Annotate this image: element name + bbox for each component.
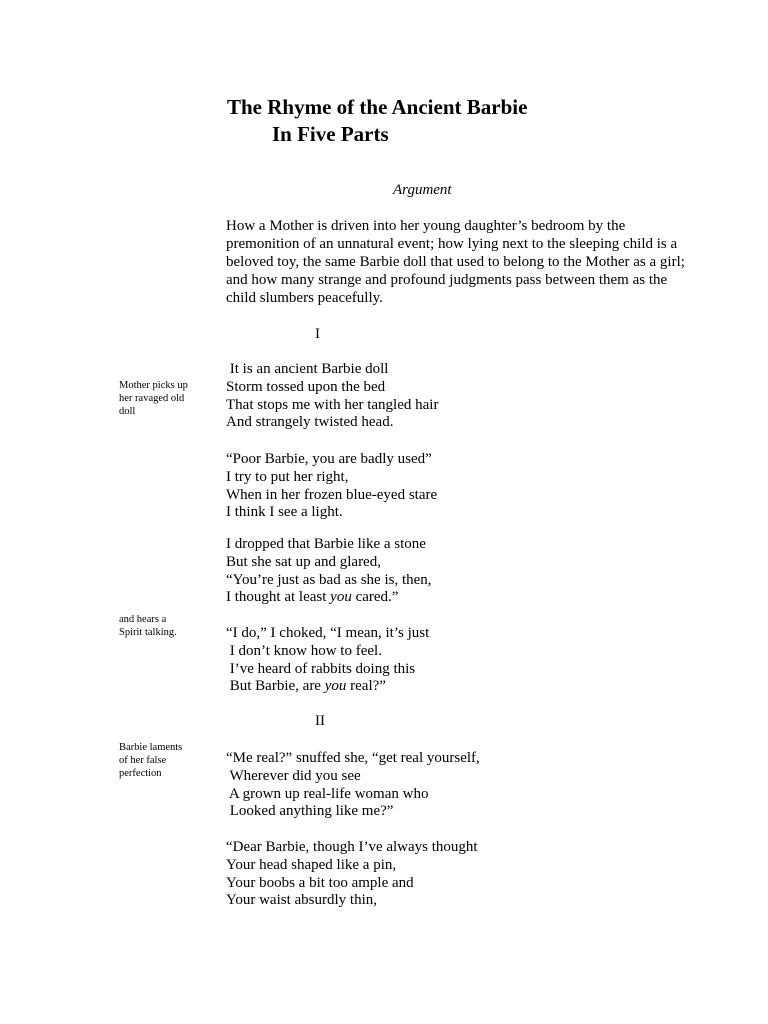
verse-line: “Dear Barbie, though I’ve always thought [226,839,478,855]
gloss-line: and hears a [119,614,167,625]
verse-line: I’ve heard of rabbits doing this [226,660,416,677]
argument-heading: Argument [393,182,452,198]
verse-line: But she sat up and glared, [226,553,381,570]
gloss-line: Spirit talking. [119,627,177,638]
verse-line [226,589,432,607]
verse-line: Your head shaped like a pin, [226,856,397,873]
verse-line: I try to put her right, [226,468,349,485]
verse-line: It is an ancient Barbie doll [226,361,389,377]
stanza [226,361,438,432]
stanza [226,625,429,696]
verse-line [226,678,429,696]
margin-gloss [119,741,214,780]
emphasis-word: you [324,678,347,695]
verse-line: I don’t know how to feel. [226,642,382,659]
stanza [226,536,432,607]
verse-line: And strangely twisted head. [226,414,394,431]
verse-text: cared.” [351,589,399,606]
gloss-line: Barbie laments [119,742,183,753]
verse-line: A grown up real-life woman who [226,785,429,802]
title-line-2: In Five Parts [272,122,389,146]
verse-line: Storm tossed upon the bed [226,378,386,395]
gloss-line: Mother picks up [119,380,188,391]
verse-line: “You’re just as bad as she is, then, [226,571,432,588]
margin-gloss [119,379,214,418]
stanza [226,451,437,522]
emphasis-word: you [330,589,352,606]
verse-line: Your boobs a bit too ample and [226,874,414,891]
gloss-line: her ravaged old [119,393,185,404]
gloss-line: doll [119,406,136,417]
verse-line: When in her frozen blue-eyed stare [226,486,438,503]
verse-line: “Poor Barbie, you are badly used” [226,451,432,467]
verse-text: I thought at least [226,589,331,606]
margin-gloss [119,613,214,639]
verse-line: I dropped that Barbie like a stone [226,536,426,552]
verse-line: Your waist absurdly thin, [226,892,377,909]
verse-text: But Barbie, are [226,678,325,695]
verse-line: “Me real?” snuffed she, “get real yourself, [226,750,480,766]
part-numeral-2: II [315,713,325,729]
argument-text: How a Mother is driven into her young daughter’s bedroom by the premonition of an unnatural event; how lying next to the sleeping child is a beloved toy, the same Barbie doll that used to belong to the Mother as a girl; and how many strange and profound judgments pass between them as the child slumbers peacefully. [226,218,685,306]
title-line-1: The Rhyme of the Ancient Barbie [227,95,528,119]
verse-line: That stops me with her tangled hair [226,396,439,413]
stanza [226,750,480,821]
gloss-line: of her false [119,755,167,766]
stanza [226,839,478,910]
part-numeral-1: I [315,326,320,342]
verse-line: Wherever did you see [226,767,361,784]
gloss-line: perfection [119,768,162,779]
verse-line: “I do,” I choked, “I mean, it’s just [226,625,430,641]
verse-text: real?” [346,678,386,695]
poem-title [227,94,527,148]
verse-line: Looked anything like me?” [226,803,394,820]
verse-line: I think I see a light. [226,504,343,521]
